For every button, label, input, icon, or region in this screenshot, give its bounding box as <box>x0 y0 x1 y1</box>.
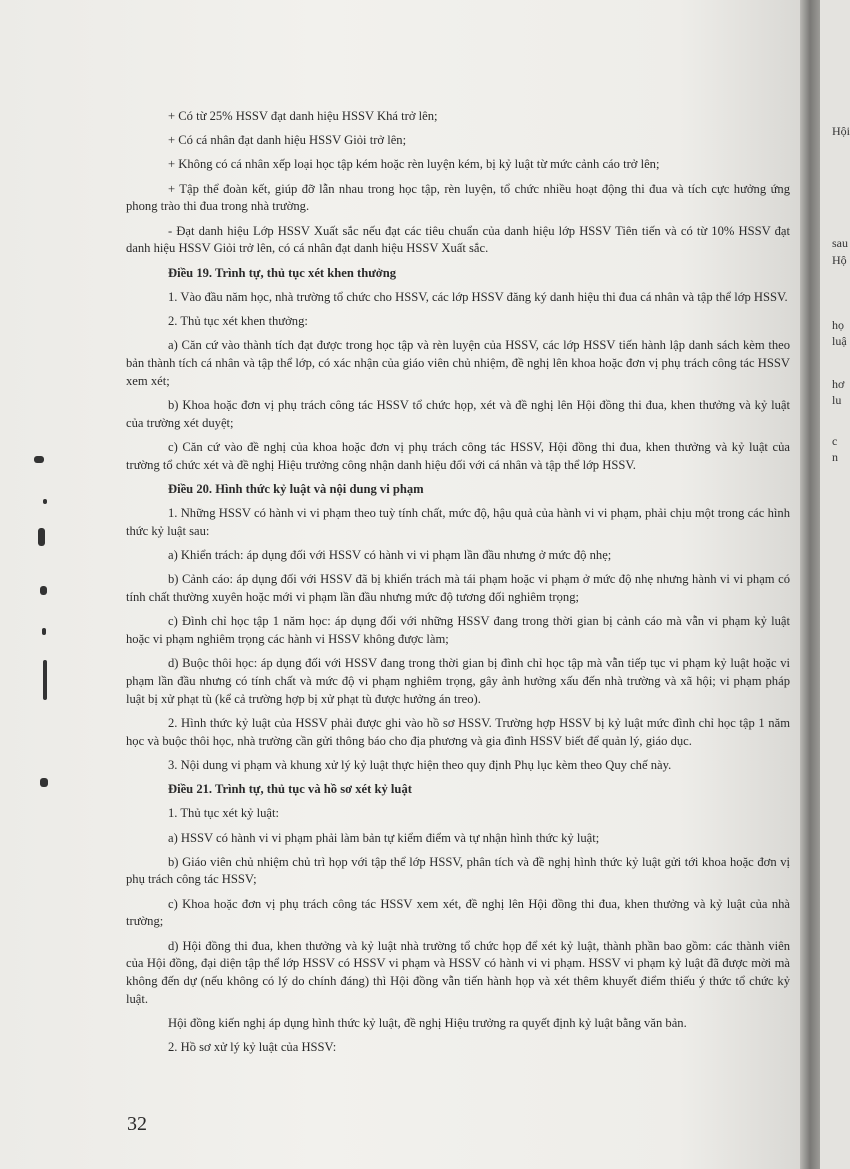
adjacent-page-fragment: Hộ <box>832 253 847 267</box>
paragraph: 2. Thủ tục xét khen thưởng: <box>168 313 308 328</box>
paragraph: a) Căn cứ vào thành tích đạt được trong học tập và rèn luyện của HSSV, các lớp HSSV tiến hành lập danh sách kèm theo bản thành tích cá nhân và tập thể lớp, có xác nhận của giáo viên chủ nhiệm, đề nghị lên khoa hoặc đơn vị phụ trách công tác HSSV xem xét; <box>126 338 790 388</box>
paragraph: b) Khoa hoặc đơn vị phụ trách công tác HSSV tổ chức họp, xét và đề nghị lên Hội đồng thi đua, khen thưởng và kỷ luật của trường xét duyệt; <box>126 397 790 430</box>
paragraph: c) Khoa hoặc đơn vị phụ trách công tác HSSV xem xét, đề nghị lên Hội đồng thi đua, khen thưởng và kỷ luật của nhà trường; <box>126 896 790 929</box>
paragraph: Hội đồng kiến nghị áp dụng hình thức kỷ luật, đề nghị Hiệu trưởng ra quyết định kỷ luật bằng văn bản. <box>168 1016 687 1031</box>
scan-mark <box>40 778 48 787</box>
book-gutter <box>800 0 820 1169</box>
paragraph: b) Cảnh cáo: áp dụng đối với HSSV đã bị khiển trách mà tái phạm hoặc vi phạm ở mức độ nhẹ nhưng hành vi vi phạm có tính chất thường xuyên hoặc mới vi phạm lần đầu nhưng mức độ tương đối nghiêm trọng; <box>126 572 790 604</box>
paragraph: d) Buộc thôi học: áp dụng đối với HSSV đang trong thời gian bị đình chỉ học tập mà vẫn tiếp tục vi phạm kỷ luật hoặc vi phạm lần đầu nhưng có tính chất và mức độ vi phạm nghiêm trọng, gây ảnh hưởng xấu đến nhà trường và xã hội; vi phạm pháp luật bị xử phạt tù (kể cả trường hợp bị xử phạt tù được hưởng án treo). <box>126 656 790 706</box>
adjacent-page-fragment: họ <box>832 318 844 332</box>
adjacent-page-fragment: hơ <box>832 377 845 391</box>
article-heading: Điều 21. Trình tự, thủ tục và hồ sơ xét kỷ luật <box>168 782 412 797</box>
scan-mark <box>42 628 46 635</box>
paragraph: a) Khiển trách: áp dụng đối với HSSV có hành vi vi phạm lần đầu nhưng ở mức độ nhẹ; <box>168 548 612 563</box>
paragraph: + Có cá nhân đạt danh hiệu HSSV Giỏi trở lên; <box>168 133 407 148</box>
paragraph: - Đạt danh hiệu Lớp HSSV Xuất sắc nếu đạt các tiêu chuẩn của danh hiệu lớp HSSV Tiên tiến và có từ 10% HSSV đạt danh hiệu HSSV Giỏi trở lên, có cá nhân đạt danh hiệu HSSV Xuất sắc. <box>126 223 790 256</box>
page-number: 32 <box>127 1113 147 1135</box>
adjacent-page-fragment: lu <box>832 393 842 407</box>
paragraph: + Không có cá nhân xếp loại học tập kém hoặc rèn luyện kém, bị kỷ luật từ mức cảnh cáo trở lên; <box>168 157 660 172</box>
adjacent-page-fragment: Hội <box>832 124 850 138</box>
adjacent-page-fragment: n <box>832 450 838 464</box>
paragraph: c) Đình chỉ học tập 1 năm học: áp dụng đối với những HSSV đang trong thời gian bị cảnh cáo mà vẫn vi phạm kỷ luật hoặc vi phạm nghiêm trọng các hành vi HSSV không được làm; <box>126 614 790 646</box>
paragraph: b) Giáo viên chủ nhiệm chủ trì họp với tập thể lớp HSSV, phân tích và đề nghị hình thức kỷ luật gửi tới khoa hoặc đơn vị phụ trách công tác HSSV; <box>126 854 790 887</box>
paragraph: 1. Những HSSV có hành vi vi phạm theo tuỳ tính chất, mức độ, hậu quả của hành vi vi phạm, phải chịu một trong các hình thức kỷ luật sau: <box>126 506 790 538</box>
scan-mark <box>40 586 47 595</box>
paragraph: 1. Thủ tục xét kỷ luật: <box>168 806 279 821</box>
adjacent-page-fragment: sau <box>832 236 848 250</box>
adjacent-page-edge <box>820 0 850 1169</box>
article-heading: Điều 19. Trình tự, thủ tục xét khen thưởng <box>168 265 397 280</box>
article-heading: Điều 20. Hình thức kỷ luật và nội dung vi phạm <box>168 481 424 496</box>
page-body <box>126 108 790 1064</box>
scan-mark <box>38 528 45 546</box>
paragraph: 2. Hồ sơ xử lý kỷ luật của HSSV: <box>168 1040 337 1055</box>
paragraph: + Có từ 25% HSSV đạt danh hiệu HSSV Khá trở lên; <box>168 109 438 123</box>
adjacent-page-fragment: luậ <box>832 334 847 348</box>
paragraph: + Tập thể đoàn kết, giúp đỡ lẫn nhau trong học tập, rèn luyện, tổ chức nhiều hoạt động thi đua và tích cực hưởng ứng phong trào thi đua trong nhà trường. <box>126 181 790 214</box>
paragraph: d) Hội đồng thi đua, khen thưởng và kỷ luật nhà trường tổ chức họp để xét kỷ luật, thành phần bao gồm: các thành viên của Hội đồng, đại diện tập thể lớp HSSV có HSSV vi phạm và HSSV có hành vi vi phạm. HSSV vi phạm kỷ luật đã được mời mà không đến dự (nếu không có lý do chính đáng) thì Hội đồng vẫn tiến hành họp và xét thêm khuyết điểm thiếu ý thức tổ chức kỷ luật. <box>126 938 790 1007</box>
scan-mark <box>43 660 47 700</box>
paragraph: c) Căn cứ vào đề nghị của khoa hoặc đơn vị phụ trách công tác HSSV, Hội đồng thi đua, khen thưởng và kỷ luật của trường tổ chức xét và đề nghị Hiệu trưởng công nhận danh hiệu đối với cá nhân và tập thể lớp HSSV. <box>126 439 790 472</box>
scan-mark <box>34 456 44 463</box>
paragraph: 3. Nội dung vi phạm và khung xử lý kỷ luật thực hiện theo quy định Phụ lục kèm theo Quy chế này. <box>168 757 672 772</box>
adjacent-page-fragment: c <box>832 434 838 448</box>
scan-mark <box>43 499 47 504</box>
paragraph: 1. Vào đầu năm học, nhà trường tổ chức cho HSSV, các lớp HSSV đăng ký danh hiệu thi đua cá nhân và tập thể lớp HSSV. <box>168 289 788 304</box>
paragraph: a) HSSV có hành vi vi phạm phải làm bản tự kiểm điểm và tự nhận hình thức kỷ luật; <box>168 830 600 845</box>
paragraph: 2. Hình thức kỷ luật của HSSV phải được ghi vào hồ sơ HSSV. Trường hợp HSSV bị kỷ luật mức đình chỉ học tập 1 năm học và buộc thôi học, nhà trường cần gửi thông báo cho địa phương và gia đình HSSV biết để quản lý, giáo dục. <box>126 715 790 748</box>
